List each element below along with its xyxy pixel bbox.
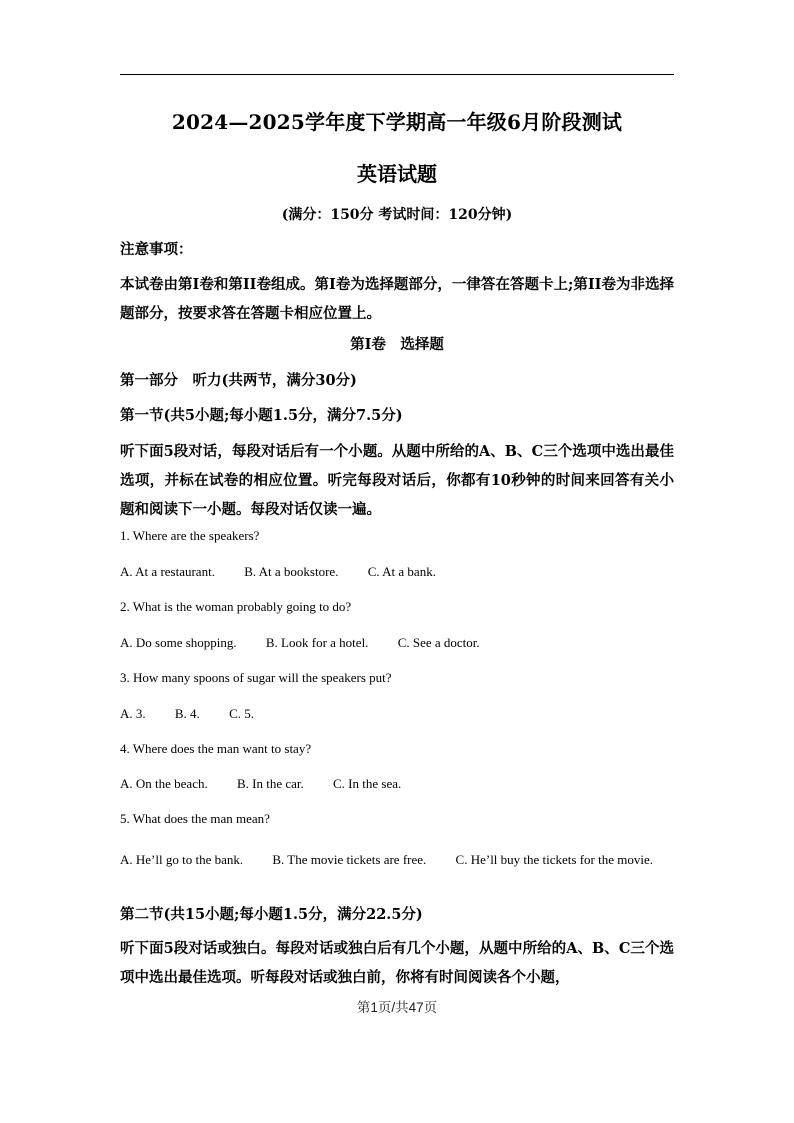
option-c: C. See a doctor. bbox=[397, 635, 480, 650]
section2-instructions: 听下面5段对话或独白。每段对话或独白后有几个小题，从题中所给的A、B、C三个选项中选出最佳选项。听每段对话或独白前，你将有时间阅读各个小题， bbox=[120, 940, 674, 986]
question-2: 2. What is the woman probably going to do? bbox=[120, 599, 352, 614]
volume-heading: 第I卷 选择题 bbox=[350, 336, 444, 353]
notice-heading: 注意事项： bbox=[120, 241, 193, 258]
option-a: A. He’ll go to the bank. bbox=[120, 852, 244, 867]
options-4 bbox=[120, 776, 674, 792]
exam-subtitle: 英语试题 bbox=[357, 162, 437, 186]
section1-instructions: 听下面5段对话，每段对话后有一个小题。从题中所给的A、B、C三个选项中选出最佳选项，并标在试卷的相应位置。听完每段对话后，你都有10秒钟的时间来回答有关小题和阅读下一小题。每段对话仅读一遍。 bbox=[120, 443, 674, 518]
option-b: B. 4. bbox=[174, 706, 200, 721]
options-3 bbox=[120, 706, 674, 722]
question-4: 4. Where does the man want to stay? bbox=[120, 741, 312, 756]
question-3: 3. How many spoons of sugar will the speakers put? bbox=[120, 670, 392, 685]
options-2 bbox=[120, 635, 674, 651]
question-1: 1. Where are the speakers? bbox=[120, 528, 260, 543]
notice-text: 本试卷由第I卷和第II卷组成。第I卷为选择题部分，一律答在答题卡上;第II卷为非选择题部分，按要求答在答题卡相应位置上。 bbox=[120, 276, 674, 322]
option-b: B. The movie tickets are free. bbox=[272, 852, 427, 867]
option-a: A. On the beach. bbox=[120, 776, 208, 791]
exam-meta: (满分：150分 考试时间：120分钟) bbox=[281, 207, 513, 223]
section1-heading: 第一节(共5小题;每小题1.5分，满分7.5分) bbox=[120, 407, 403, 424]
option-c: C. In the sea. bbox=[333, 776, 402, 791]
page-footer: 第1页/共47页 bbox=[356, 1000, 438, 1015]
option-a: A. 3. bbox=[120, 706, 146, 721]
option-b: B. At a bookstore. bbox=[244, 564, 339, 579]
exam-title: 2024—2025学年度下学期高一年级6月阶段测试 bbox=[171, 110, 623, 134]
option-a: A. Do some shopping. bbox=[120, 635, 237, 650]
option-c: C. At a bank. bbox=[367, 564, 436, 579]
section2-heading: 第二节(共15小题;每小题1.5分，满分22.5分) bbox=[120, 906, 423, 923]
options-1 bbox=[120, 564, 674, 580]
option-c: C. 5. bbox=[229, 706, 254, 721]
option-b: B. Look for a hotel. bbox=[265, 635, 369, 650]
part-heading: 第一部分 听力(共两节，满分30分) bbox=[120, 372, 357, 389]
option-a: A. At a restaurant. bbox=[120, 564, 215, 579]
question-5: 5. What does the man mean? bbox=[120, 811, 270, 826]
options-5 bbox=[120, 847, 674, 872]
header-rule bbox=[120, 74, 674, 75]
option-c: C. He’ll buy the tickets for the movie. bbox=[455, 852, 654, 867]
option-b: B. In the car. bbox=[236, 776, 304, 791]
